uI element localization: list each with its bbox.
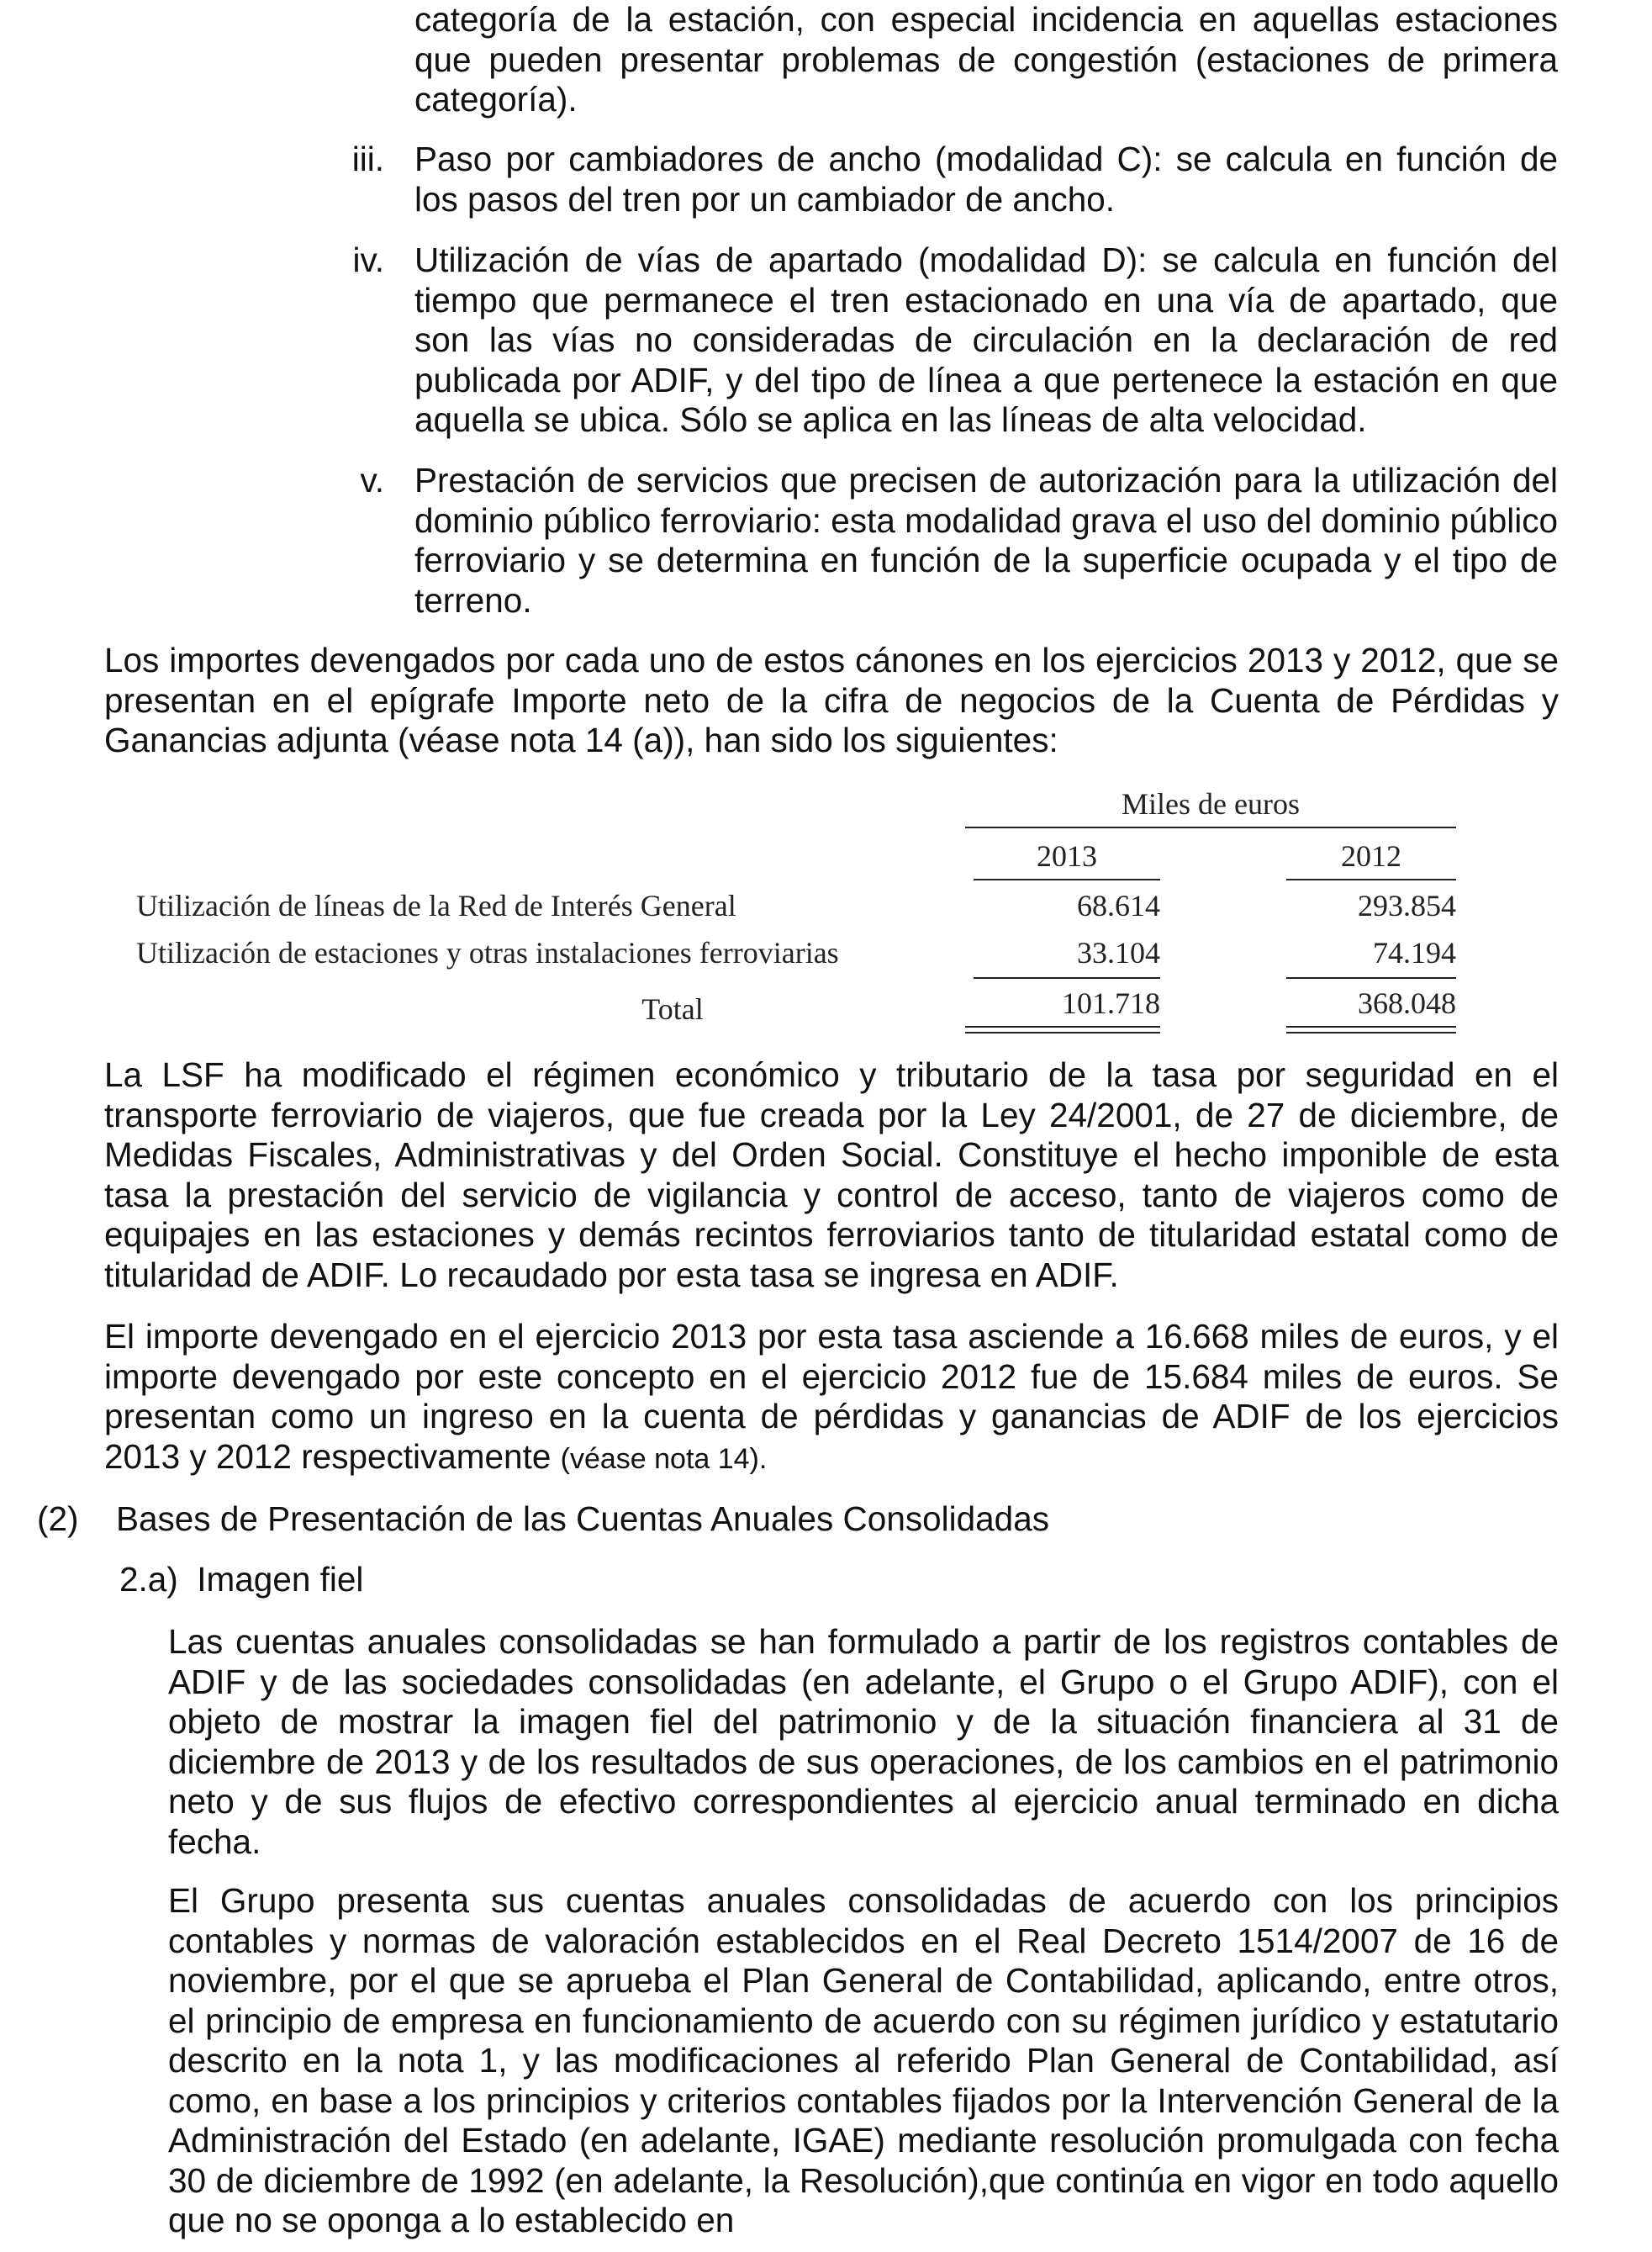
list-item-text: Prestación de servicios que precisen de autorización para la utilización del dominio público ferroviario: esta modalidad grava el uso del dominio público ferroviario y se determina en función de la superficie ocupada y el tipo de terreno. bbox=[414, 461, 1558, 620]
intro-fragment: categoría de la estación, con especial incidencia en aquellas estaciones que pueden presentar problemas de congestión (estaciones de primera categoría). bbox=[414, 0, 1558, 119]
table-subtotal-rule-2012 bbox=[1286, 977, 1456, 979]
list-item-number: v. bbox=[360, 461, 384, 500]
table-total-2012: 368.048 bbox=[1358, 986, 1456, 1020]
paragraph-importe-main: El importe devengado en el ejercicio 2013 por esta tasa asciende a 16.668 miles de euros, y el importe devengado por este concepto en el ejercicio 2012 fue de 15.684 miles de euros. Se presentan como un ingreso en la cuenta de pérdidas y ganancias de ADIF de los ejercicios 2013 y 2012 respectivamente bbox=[104, 1317, 1559, 1476]
table-total-label: Total bbox=[641, 992, 704, 1026]
table-col-2013: 2013 bbox=[1037, 839, 1097, 873]
table-cell-2013: 68.614 bbox=[1077, 889, 1160, 922]
paragraph-lsf: La LSF ha modificado el régimen económico y tributario de la tasa por seguridad en el transporte ferroviario de viajeros, que fue creada por la Ley 24/2001, de 27 de diciembre, de Medidas Fiscales, Administrativas y del Orden Social. Constituye el hecho imponible de esta tasa la prestación del servicio de vigilancia y control de acceso, tanto de viajeros como de equipajes en las estaciones y demás recintos ferroviarios tanto de titularidad estatal como de titularidad de ADIF. Lo recaudado por esta tasa se ingresa en ADIF. bbox=[104, 1055, 1559, 1294]
paragraph-cuentas: Las cuentas anuales consolidadas se han formulado a partir de los registros contables de ADIF y de las sociedades consolidadas (en adelante, el Grupo o el Grupo ADIF), con el objeto de mostrar la imagen fiel del patrimonio y de la situación financiera al 31 de diciembre de 2013 y de los resultados de sus operaciones, de los cambios en el patrimonio neto y de sus flujos de efectivo correspondientes al ejercicio anual terminado en dicha fecha. bbox=[168, 1622, 1559, 1861]
table-total-double-rule-2013 bbox=[965, 1026, 1160, 1033]
list-item-text: Paso por cambiadores de ancho (modalidad C): se calcula en función de los pasos del tren por un cambiador de ancho. bbox=[414, 140, 1558, 219]
paragraph-importe-note: (véase nota 14). bbox=[560, 1442, 768, 1475]
table-cell-2012: 293.854 bbox=[1358, 889, 1456, 922]
table-total-double-rule-2012 bbox=[1286, 1026, 1456, 1033]
list-item-number: iii. bbox=[351, 140, 384, 178]
table-col-2012: 2012 bbox=[1341, 839, 1401, 873]
table-unit-rule bbox=[965, 827, 1456, 828]
section-number: (2) bbox=[37, 1499, 79, 1538]
table-cell-2013: 33.104 bbox=[1077, 936, 1160, 970]
table-unit-header: Miles de euros bbox=[1122, 787, 1300, 821]
list-item-number: iv. bbox=[352, 241, 384, 279]
section-title: Bases de Presentación de las Cuentas Anuales Consolidadas bbox=[116, 1499, 1049, 1538]
paragraph-importes: Los importes devengados por cada uno de estos cánones en los ejercicios 2013 y 2012, que se presentan en el epígrafe Importe neto de la cifra de negocios de la Cuenta de Pérdidas y Ganancias adjunta (véase nota 14 (a)), han sido los siguientes: bbox=[104, 641, 1559, 759]
table-total-2013: 101.718 bbox=[1062, 986, 1160, 1020]
list-item-text: Utilización de vías de apartado (modalidad D): se calcula en función del tiempo que permanece el tren estacionado en una vía de apartado, que son las vías no consideradas de circulación en la declaración de red publicada por ADIF, y del tipo de línea a que pertenece la estación en que aquella se ubica. Sólo se aplica en las líneas de alta velocidad. bbox=[414, 241, 1558, 439]
table-row-label: Utilización de líneas de la Red de Interés General bbox=[136, 889, 736, 922]
subsection-heading: 2.a) Imagen fiel bbox=[119, 1560, 364, 1599]
table-row-label: Utilización de estaciones y otras instalaciones ferroviarias bbox=[136, 936, 839, 970]
table-col-rule-2012 bbox=[1286, 879, 1456, 880]
table-col-rule-2013 bbox=[974, 879, 1160, 880]
paragraph-grupo: El Grupo presenta sus cuentas anuales consolidadas de acuerdo con los principios contables y normas de valoración establecidos en el Real Decreto 1514/2007 de 16 de noviembre, por el que se aprueba el Plan General de Contabilidad, aplicando, entre otros, el principio de empresa en funcionamiento de acuerdo con su régimen jurídico y estatutario descrito en la nota 1, y las modificaciones al referido Plan General de Contabilidad, así como, en base a los principios y criterios contables fijados por la Intervención General de la Administración del Estado (en adelante, IGAE) mediante resolución promulgada con fecha 30 de diciembre de 1992 (en adelante, la Resolución),que continúa en vigor en todo aquello que no se oponga a lo establecido en bbox=[168, 1881, 1559, 2239]
table-subtotal-rule-2013 bbox=[974, 977, 1160, 979]
table-cell-2012: 74.194 bbox=[1373, 936, 1456, 970]
paragraph-importe-devengado bbox=[104, 1317, 1559, 1479]
